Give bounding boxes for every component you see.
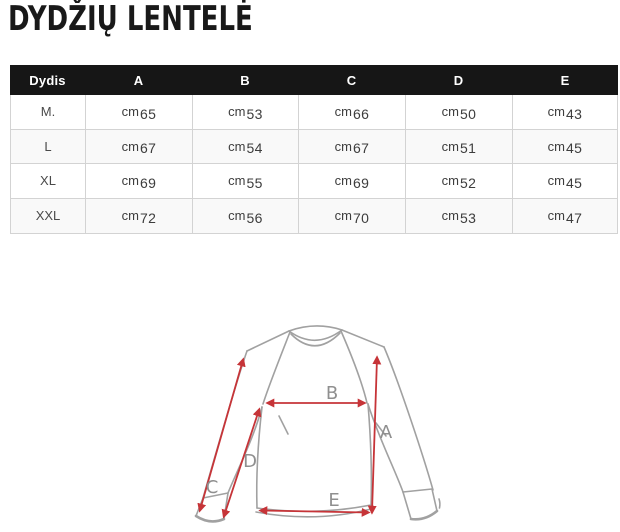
- size-cell: L: [11, 130, 86, 165]
- value-cell: cm 67: [86, 130, 193, 165]
- body-right-side: [368, 404, 371, 506]
- size-table: [10, 65, 618, 234]
- value-cell: cm 50: [406, 95, 513, 130]
- value-cell: cm 72: [86, 199, 193, 234]
- value-cell: cm 52: [406, 164, 513, 199]
- size-cell: XL: [11, 164, 86, 199]
- measure-label-b: B: [325, 383, 339, 404]
- right-sleeve-outer: [384, 347, 433, 490]
- value-cell: cm 56: [193, 199, 299, 234]
- left-cuff-opening: [196, 516, 224, 521]
- value-cell: cm 69: [86, 164, 193, 199]
- right-raglan-seam: [341, 331, 367, 403]
- size-table-body: [10, 95, 618, 234]
- column-header-a: A: [133, 72, 144, 88]
- right-shoulder: [342, 330, 384, 347]
- value-cell: cm 43: [513, 95, 617, 130]
- measurement-arrows: [200, 358, 377, 516]
- value-cell: cm 55: [193, 164, 299, 199]
- measure-label-a: A: [379, 422, 393, 443]
- value-cell: cm 66: [299, 95, 406, 130]
- measure-arrow-e: [261, 511, 368, 513]
- value-cell: cm 70: [299, 199, 406, 234]
- value-cell: cm 53: [406, 199, 513, 234]
- column-header-b: B: [240, 72, 250, 88]
- right-cuff-tick: [439, 499, 440, 508]
- measure-label-d: D: [243, 451, 257, 472]
- garment-diagram: [150, 278, 490, 532]
- measure-label-e: E: [328, 490, 340, 511]
- column-header-c: C: [346, 72, 357, 88]
- value-cell: cm 53: [193, 95, 299, 130]
- value-cell: cm 67: [299, 130, 406, 165]
- value-cell: cm 69: [299, 164, 406, 199]
- value-cell: cm 51: [406, 130, 513, 165]
- right-cuff-top: [403, 489, 432, 492]
- page-title: DYDŽIŲ LENTELĖ: [8, 0, 253, 39]
- value-cell: cm 47: [513, 199, 617, 234]
- value-cell: cm 54: [193, 130, 299, 165]
- value-cell: cm 45: [513, 164, 617, 199]
- left-shoulder: [247, 331, 289, 351]
- column-header-dydis: Dydis: [29, 72, 66, 88]
- value-cell: cm 65: [86, 95, 193, 130]
- left-raglan-seam: [263, 332, 290, 404]
- size-cell: XXL: [11, 199, 86, 234]
- measure-label-c: C: [205, 477, 219, 498]
- left-armpit-crease: [279, 416, 288, 434]
- right-cuff-opening: [411, 511, 437, 519]
- column-header-e: E: [560, 72, 570, 88]
- value-cell: cm 45: [513, 130, 617, 165]
- column-header-d: D: [453, 72, 464, 88]
- size-cell: M.: [11, 95, 86, 130]
- measure-arrow-a: [372, 358, 377, 512]
- size-table-header: [10, 65, 618, 95]
- collar-back: [289, 326, 342, 331]
